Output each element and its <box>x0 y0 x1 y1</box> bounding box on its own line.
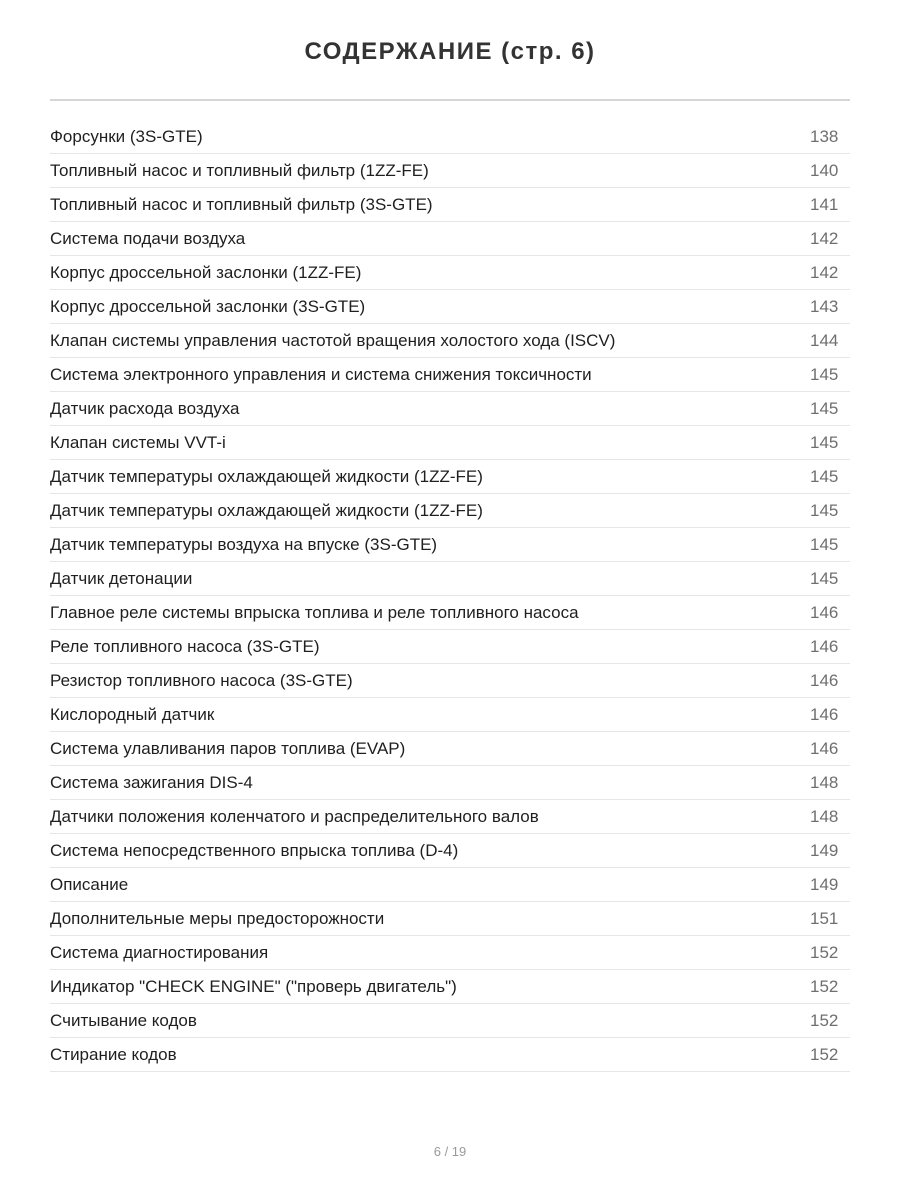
toc-entry-title[interactable]: Кислородный датчик <box>50 704 215 724</box>
toc-entry[interactable] <box>50 936 850 970</box>
toc-entry-title[interactable]: Топливный насос и топливный фильтр (3S-GTE) <box>50 194 433 214</box>
toc-entry-page-number: 143 <box>810 296 839 316</box>
toc-entry[interactable] <box>50 834 850 868</box>
toc-entry-title[interactable]: Считывание кодов <box>50 1010 197 1030</box>
page-number-footer: 6 / 19 <box>433 1144 467 1159</box>
toc-entry-page-number: 145 <box>810 466 839 486</box>
toc-entry[interactable] <box>50 392 850 426</box>
toc-entry[interactable] <box>50 222 850 256</box>
toc-entry-title[interactable]: Система зажигания DIS-4 <box>50 772 253 792</box>
toc-entry-title[interactable]: Корпус дроссельной заслонки (1ZZ-FE) <box>50 262 362 282</box>
toc-entry-title[interactable]: Система диагностирования <box>50 942 269 962</box>
toc-entry-page-number: 151 <box>810 908 839 928</box>
toc-entry[interactable] <box>50 902 850 936</box>
toc-entry-page-number: 152 <box>810 1044 839 1064</box>
toc-entry-title[interactable]: Система непосредственного впрыска топлива (D-4) <box>50 840 459 860</box>
toc-entry-title[interactable]: Клапан системы VVT-i <box>50 432 226 452</box>
page-title: СОДЕРЖАНИЕ (стр. 6) <box>304 38 596 65</box>
toc-entry-page-number: 149 <box>810 874 839 894</box>
toc-entry[interactable] <box>50 630 850 664</box>
toc-entry-page-number: 152 <box>810 942 839 962</box>
toc-entry-title[interactable]: Датчик температуры охлаждающей жидкости (1ZZ-FE) <box>50 466 483 486</box>
toc-entry[interactable] <box>50 358 850 392</box>
toc-entry-page-number: 145 <box>810 568 839 588</box>
toc-entry-title[interactable]: Датчики положения коленчатого и распределительного валов <box>50 806 539 826</box>
toc-entry-title[interactable]: Индикатор "CHECK ENGINE" ("проверь двигатель") <box>50 976 457 996</box>
toc-entry[interactable] <box>50 120 850 154</box>
table-of-contents <box>50 120 850 1072</box>
toc-entry-page-number: 146 <box>810 602 839 622</box>
title-divider <box>50 99 850 101</box>
toc-entry-title[interactable]: Описание <box>50 874 129 894</box>
toc-entry-page-number: 145 <box>810 500 839 520</box>
toc-entry-page-number: 148 <box>810 772 839 792</box>
toc-entry[interactable] <box>50 256 850 290</box>
toc-entry-page-number: 149 <box>810 840 839 860</box>
toc-entry-title[interactable]: Топливный насос и топливный фильтр (1ZZ-FE) <box>50 160 429 180</box>
toc-entry-title[interactable]: Стирание кодов <box>50 1044 177 1064</box>
toc-entry[interactable] <box>50 154 850 188</box>
toc-entry[interactable] <box>50 1004 850 1038</box>
toc-entry[interactable] <box>50 970 850 1004</box>
toc-entry[interactable] <box>50 698 850 732</box>
toc-entry-title[interactable]: Резистор топливного насоса (3S-GTE) <box>50 670 353 690</box>
toc-entry-page-number: 142 <box>810 262 839 282</box>
toc-entry-page-number: 145 <box>810 432 839 452</box>
toc-entry[interactable] <box>50 494 850 528</box>
toc-entry-title[interactable]: Корпус дроссельной заслонки (3S-GTE) <box>50 296 366 316</box>
toc-entry[interactable] <box>50 290 850 324</box>
toc-entry-title[interactable]: Главное реле системы впрыска топлива и реле топливного насоса <box>50 602 579 622</box>
toc-entry[interactable] <box>50 1038 850 1072</box>
toc-entry[interactable] <box>50 868 850 902</box>
toc-entry-page-number: 141 <box>810 194 839 214</box>
toc-entry-page-number: 145 <box>810 398 839 418</box>
toc-entry-title[interactable]: Система подачи воздуха <box>50 228 246 248</box>
toc-entry-title[interactable]: Реле топливного насоса (3S-GTE) <box>50 636 320 656</box>
toc-entry[interactable] <box>50 528 850 562</box>
toc-entry-title[interactable]: Клапан системы управления частотой вращения холостого хода (ISCV) <box>50 330 616 350</box>
toc-entry-title[interactable]: Датчик детонации <box>50 568 193 588</box>
toc-entry-title[interactable]: Форсунки (3S-GTE) <box>50 126 203 146</box>
toc-entry[interactable] <box>50 732 850 766</box>
toc-entry[interactable] <box>50 766 850 800</box>
toc-entry[interactable] <box>50 562 850 596</box>
toc-entry-title[interactable]: Датчик температуры воздуха на впуске (3S-GTE) <box>50 534 438 554</box>
toc-entry-title[interactable]: Система электронного управления и система снижения токсичности <box>50 364 592 384</box>
toc-entry-page-number: 152 <box>810 976 839 996</box>
toc-entry[interactable] <box>50 426 850 460</box>
toc-entry-page-number: 140 <box>810 160 839 180</box>
toc-entry[interactable] <box>50 800 850 834</box>
toc-entry-title[interactable]: Система улавливания паров топлива (EVAP) <box>50 738 406 758</box>
toc-entry[interactable] <box>50 664 850 698</box>
toc-entry-page-number: 138 <box>810 126 839 146</box>
toc-entry-page-number: 146 <box>810 636 839 656</box>
toc-entry-title[interactable]: Дополнительные меры предосторожности <box>50 908 385 928</box>
toc-entry-page-number: 146 <box>810 704 839 724</box>
toc-entry-title[interactable]: Датчик расхода воздуха <box>50 398 240 418</box>
toc-entry[interactable] <box>50 596 850 630</box>
toc-entry-title[interactable]: Датчик температуры охлаждающей жидкости (1ZZ-FE) <box>50 500 483 520</box>
toc-entry-page-number: 146 <box>810 738 839 758</box>
toc-entry[interactable] <box>50 188 850 222</box>
toc-entry-page-number: 146 <box>810 670 839 690</box>
toc-entry-page-number: 152 <box>810 1010 839 1030</box>
toc-entry-page-number: 144 <box>810 330 839 350</box>
toc-entry[interactable] <box>50 460 850 494</box>
toc-entry-page-number: 145 <box>810 534 839 554</box>
toc-entry-page-number: 145 <box>810 364 839 384</box>
toc-entry-page-number: 148 <box>810 806 839 826</box>
toc-entry-page-number: 142 <box>810 228 839 248</box>
toc-entry[interactable] <box>50 324 850 358</box>
